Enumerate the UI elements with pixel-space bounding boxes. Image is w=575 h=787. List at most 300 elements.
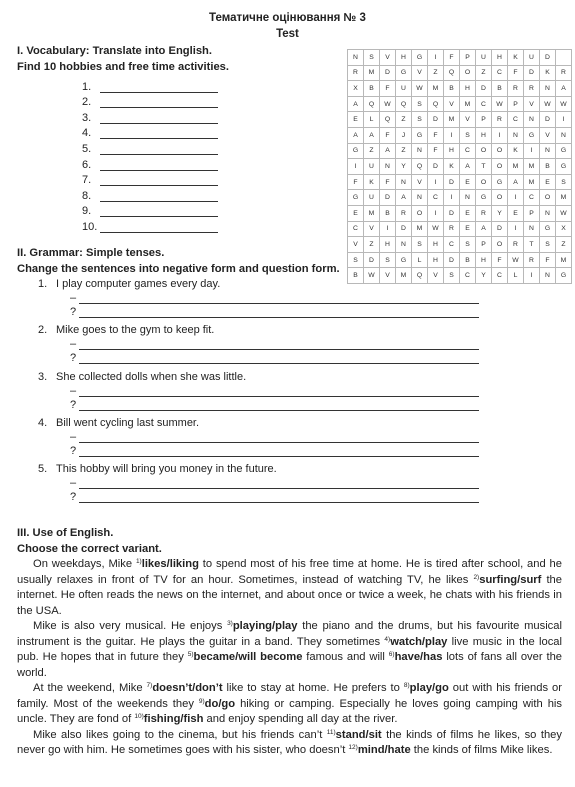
text-segment: Mike also likes going to the cinema, but his friends can’t [33,728,327,741]
grid-cell: S [412,237,428,253]
question-answer-row [70,491,479,503]
grid-cell: W [380,96,396,112]
grid-cell: F [380,174,396,190]
grid-cell: F [348,174,364,190]
grid-row [348,174,572,190]
grid-cell: N [412,190,428,206]
sentence-text: Mike goes to the gym to keep fit. [56,324,215,337]
grid-cell: B [444,81,460,97]
grid-cell: R [524,81,540,97]
grid-cell: G [412,127,428,143]
grid-cell: J [396,127,412,143]
grid-cell: B [540,159,556,175]
grid-row [348,127,572,143]
gap-number: 10) [134,713,144,720]
grid-cell: N [508,127,524,143]
grid-cell: S [460,237,476,253]
question-answer-line[interactable] [79,492,479,503]
gap-number: 5) [187,651,194,658]
grid-cell: W [540,96,556,112]
grid-cell: N [348,50,364,66]
answer-line[interactable] [100,175,218,186]
grid-cell: A [396,190,412,206]
grid-cell: M [556,252,572,268]
grid-cell: O [412,205,428,221]
choice-option[interactable]: surfing/surf [479,573,542,586]
grid-row [348,96,572,112]
choice-option[interactable]: fishing/fish [143,713,204,725]
grid-cell: U [476,50,492,66]
grid-cell: R [348,65,364,81]
grid-cell: I [492,127,508,143]
answer-line[interactable] [100,144,218,155]
sentence-number: 1. [38,278,48,290]
grid-cell: S [444,268,460,284]
grid-cell: P [524,205,540,221]
page-title: Тематичне оцінювання № 3 [209,12,366,24]
grid-cell: O [540,190,556,206]
text-segment: to spend most of his free time at home. He is tired after school, and he usually relaxes in front of TV for an hour. Sometimes, instead of watching TV, he likes [17,558,563,586]
negative-answer-line[interactable] [79,293,479,304]
negative-answer-line[interactable] [79,432,479,443]
grid-cell: C [524,190,540,206]
grid-cell: C [444,237,460,253]
gap-number: 4) [384,635,391,643]
grid-cell: N [540,143,556,159]
grid-cell: E [348,205,364,221]
grid-cell: U [364,159,380,175]
grid-cell: D [444,205,460,221]
grid-cell: F [508,65,524,81]
grammar-instruction: Change the sentences into negative form and question form. [17,263,340,275]
answer-line[interactable] [100,97,218,108]
sentence-number: 2. [38,324,48,337]
grid-cell: A [476,221,492,237]
negative-answer-row [70,292,479,304]
gap-number: 12) [348,744,358,751]
grid-cell: M [396,268,412,284]
negative-answer-row [70,477,479,489]
grid-cell: V [412,174,428,190]
grid-cell: C [460,268,476,284]
grammar-sentence [38,463,277,475]
grid-cell: H [492,50,508,66]
grid-cell: V [428,268,444,284]
grid-cell: H [444,143,460,159]
text-segment: out with his friends or family. Most of the weekends they [17,682,562,710]
question-answer-mark: ? [70,491,77,504]
grid-cell: M [364,65,380,81]
grid-cell: O [476,174,492,190]
gap-number: 2) [473,573,480,581]
use-heading: III. Use of English. [17,527,114,539]
grid-cell: H [476,127,492,143]
grid-cell: I [428,205,444,221]
grid-row [348,205,572,221]
choice-option[interactable]: play/go [409,682,449,694]
grid-cell: P [476,112,492,128]
grid-cell: O [492,237,508,253]
gap-number: 11) [326,728,336,736]
text-paragraph [17,619,562,681]
grid-cell: F [444,50,460,66]
grammar-sentence [38,278,220,290]
grid-cell: G [348,143,364,159]
grid-cell: Q [444,65,460,81]
grid-cell: I [508,190,524,206]
grid-cell: A [348,96,364,112]
choice-option[interactable]: likes/liking [141,558,199,570]
grid-row [348,50,572,66]
grid-cell: X [556,221,572,237]
answer-number: 2. [82,96,92,109]
grid-cell: G [556,159,572,175]
grid-cell: S [540,237,556,253]
grid-cell: E [540,174,556,190]
negative-answer-line[interactable] [79,478,479,489]
grid-cell: P [460,50,476,66]
grid-cell: N [540,268,556,284]
grid-cell: R [508,237,524,253]
grid-cell: D [540,50,556,66]
grid-cell: I [444,190,460,206]
grid-cell: O [492,143,508,159]
grid-cell: M [428,81,444,97]
question-answer-line[interactable] [79,400,479,411]
text-segment: and enjoy spending all day at the river. [203,713,398,725]
grid-cell: A [460,159,476,175]
grid-cell: V [444,96,460,112]
grid-cell: N [396,174,412,190]
grid-cell: G [556,268,572,284]
negative-answer-row [70,431,479,443]
grid-cell: D [524,65,540,81]
grid-cell: S [412,96,428,112]
grid-cell: R [444,221,460,237]
choice-option[interactable]: stand/sit [335,728,382,741]
answer-row [82,186,218,202]
grid-cell: D [396,221,412,237]
grid-cell: L [412,252,428,268]
grid-cell: I [348,159,364,175]
grid-cell: E [460,221,476,237]
grid-cell: I [524,268,540,284]
grid-cell: W [508,252,524,268]
grid-cell: C [428,190,444,206]
question-answer-mark: ? [70,444,77,457]
grid-cell: S [348,252,364,268]
text-segment: At the weekend, Mike [33,682,147,694]
grid-cell: Q [412,159,428,175]
answer-row [82,202,218,218]
grid-cell: R [508,81,524,97]
grid-cell: I [428,174,444,190]
choice-option[interactable]: do/go [204,697,236,710]
grid-row [348,65,572,81]
grid-cell: W [428,221,444,237]
grid-cell: U [364,190,380,206]
grid-cell: G [524,127,540,143]
grid-row [348,268,572,284]
grid-cell: F [380,127,396,143]
text-paragraph [17,681,562,728]
grid-cell: H [428,252,444,268]
question-answer-line[interactable] [79,307,479,318]
negative-answer-row [70,385,479,397]
grid-cell: M [524,159,540,175]
grid-cell: C [476,96,492,112]
grammar-sentence [38,371,246,383]
grid-cell: M [444,112,460,128]
grid-cell: R [492,112,508,128]
page-subtitle: Test [276,28,299,40]
grid-cell: P [508,96,524,112]
text-paragraph [17,728,562,759]
answer-number: 7. [82,174,92,187]
grid-cell: V [348,237,364,253]
negative-answer-mark: – [70,292,77,304]
answer-row [82,93,218,109]
question-answer-row [70,306,479,318]
grid-row [348,237,572,253]
grid-cell: N [524,221,540,237]
grid-cell: C [460,143,476,159]
grid-cell: I [428,50,444,66]
grid-cell: B [364,81,380,97]
text-segment: live music in the local pub. He hopes that in future they [17,635,562,663]
grid-cell: Q [428,96,444,112]
grid-cell: Z [428,65,444,81]
gap-number: 1) [135,558,142,565]
grid-cell: S [460,127,476,143]
grid-cell: S [380,252,396,268]
grid-cell: E [508,205,524,221]
grid-cell: F [492,252,508,268]
grid-cell: G [476,190,492,206]
sentence-text: I play computer games every day. [56,278,221,290]
grid-cell: N [412,143,428,159]
sentence-number: 5. [38,463,48,476]
grid-cell: V [380,268,396,284]
grid-cell: H [396,50,412,66]
grid-cell: U [524,50,540,66]
grid-cell: K [364,174,380,190]
grid-cell: N [460,190,476,206]
text-segment: the kinds of films he likes, so they never go with him. He sometimes goes with his sister, who doesn’t [17,728,562,756]
grid-cell: N [540,81,556,97]
answer-number: 1. [82,80,92,93]
grid-cell: B [492,81,508,97]
choice-option[interactable]: doesn’t/don’t [152,682,223,694]
grid-cell: I [380,221,396,237]
grid-cell: R [476,205,492,221]
grid-cell: I [556,112,572,128]
grid-cell: D [476,81,492,97]
grid-cell: V [540,127,556,143]
choice-option[interactable]: watch/play [390,635,448,648]
grid-cell: G [492,174,508,190]
answer-list [82,77,218,233]
answer-row [82,217,218,233]
answer-number: 3. [82,111,92,124]
grid-cell: L [508,268,524,284]
grid-cell: R [396,205,412,221]
grid-cell: A [508,174,524,190]
grid-row [348,112,572,128]
negative-answer-mark: – [70,384,77,397]
grid-cell: H [476,252,492,268]
grid-cell: R [524,252,540,268]
gap-number: 3) [227,620,233,627]
choice-option[interactable]: mind/hate [357,744,411,756]
text-segment: hiking or camping. Especially he loves going camping with his uncle. They are fond of [17,697,563,725]
answer-number: 5. [82,142,92,155]
grid-cell: G [396,252,412,268]
grid-cell: I [508,221,524,237]
grid-cell: G [348,190,364,206]
use-instruction: Choose the correct variant. [17,543,162,555]
answer-row [82,124,218,140]
grid-cell: Z [364,143,380,159]
grid-cell: L [364,112,380,128]
grid-cell: D [444,252,460,268]
grid-cell: T [524,237,540,253]
grid-cell: K [540,65,556,81]
grid-row [348,143,572,159]
grid-cell: Z [476,65,492,81]
grid-cell: H [460,81,476,97]
text-segment: famous and will [302,651,389,663]
grid-cell: O [476,143,492,159]
choice-option[interactable]: became/will become [193,651,303,663]
sentence-text: Bill went cycling last summer. [56,416,200,429]
negative-answer-mark: – [70,338,77,351]
answer-number: 8. [82,189,92,202]
grid-cell: D [380,65,396,81]
grid-cell: N [396,237,412,253]
grid-row [348,221,572,237]
grid-cell: S [556,174,572,190]
grid-cell: V [380,50,396,66]
sentence-number: 3. [38,370,48,383]
text-segment: the kinds of films Mike likes. [410,744,553,756]
grid-cell: G [412,50,428,66]
grid-cell: W [556,96,572,112]
grid-cell: D [444,174,460,190]
grid-cell: Z [364,237,380,253]
grid-cell: K [508,143,524,159]
text-segment: On weekdays, Mike [33,558,136,570]
grid-cell: D [364,252,380,268]
grid-cell: G [540,221,556,237]
grid-cell: Q [396,96,412,112]
grid-cell: U [396,81,412,97]
grid-cell: C [508,112,524,128]
answer-line[interactable] [100,191,218,202]
grid-cell: Z [396,143,412,159]
grid-cell: N [540,205,556,221]
grid-cell: D [428,159,444,175]
grid-cell: O [492,159,508,175]
grid-cell: D [380,190,396,206]
vocab-heading: I. Vocabulary: Translate into English. [17,45,212,57]
negative-answer-row [70,338,479,350]
grid-cell: N [380,159,396,175]
grid-cell: W [412,81,428,97]
question-answer-row [70,445,479,457]
grid-cell: E [348,112,364,128]
sentence-number: 4. [38,416,48,429]
grid-cell: Q [380,112,396,128]
grid-cell: M [460,96,476,112]
grid-cell: Y [492,205,508,221]
grid-cell: Q [412,268,428,284]
grid-cell: R [556,65,572,81]
grid-cell: W [492,96,508,112]
grid-cell: F [540,252,556,268]
grammar-heading: II. Grammar: Simple tenses. [17,247,165,259]
grid-cell: D [492,221,508,237]
grid-cell: O [460,65,476,81]
text-segment: like to stay at home. He prefers to [222,682,404,694]
grid-cell: Z [556,237,572,253]
choice-option[interactable]: playing/play [232,620,298,632]
grid-cell: E [460,205,476,221]
grammar-sentence [38,417,199,429]
question-answer-line[interactable] [79,446,479,457]
grid-cell: S [364,50,380,66]
answer-number: 9. [82,205,92,218]
gap-number: 9) [198,697,205,705]
grid-cell: N [556,127,572,143]
sentence-text: She collected dolls when she was little. [56,370,247,383]
grid-row [348,190,572,206]
grammar-sentence [38,324,214,336]
answer-row [82,108,218,124]
answer-number: 4. [82,127,92,140]
negative-answer-line[interactable] [79,339,479,350]
grid-cell: B [348,268,364,284]
answer-line[interactable] [100,206,218,217]
answer-line[interactable] [100,113,218,124]
answer-row [82,155,218,171]
negative-answer-line[interactable] [79,386,479,397]
choice-option[interactable]: have/has [394,651,443,663]
answer-line[interactable] [100,82,218,93]
grid-cell: B [380,205,396,221]
answer-line[interactable] [100,160,218,171]
grid-cell: Y [396,159,412,175]
grid-row [348,159,572,175]
answer-line[interactable] [100,222,218,233]
grid-cell: C [348,221,364,237]
grid-cell: S [412,112,428,128]
answer-line[interactable] [100,128,218,139]
grid-cell: D [428,112,444,128]
grid-cell: O [492,190,508,206]
grid-cell: M [556,190,572,206]
grid-cell: K [444,159,460,175]
grid-cell: K [508,50,524,66]
sentence-text: This hobby will bring you money in the future. [56,463,277,476]
negative-answer-mark: – [70,477,77,490]
question-answer-mark: ? [70,352,77,365]
grid-cell: V [364,221,380,237]
question-answer-line[interactable] [79,353,479,364]
grid-cell: H [380,237,396,253]
gap-number: 8) [403,682,410,689]
grid-cell: M [412,221,428,237]
